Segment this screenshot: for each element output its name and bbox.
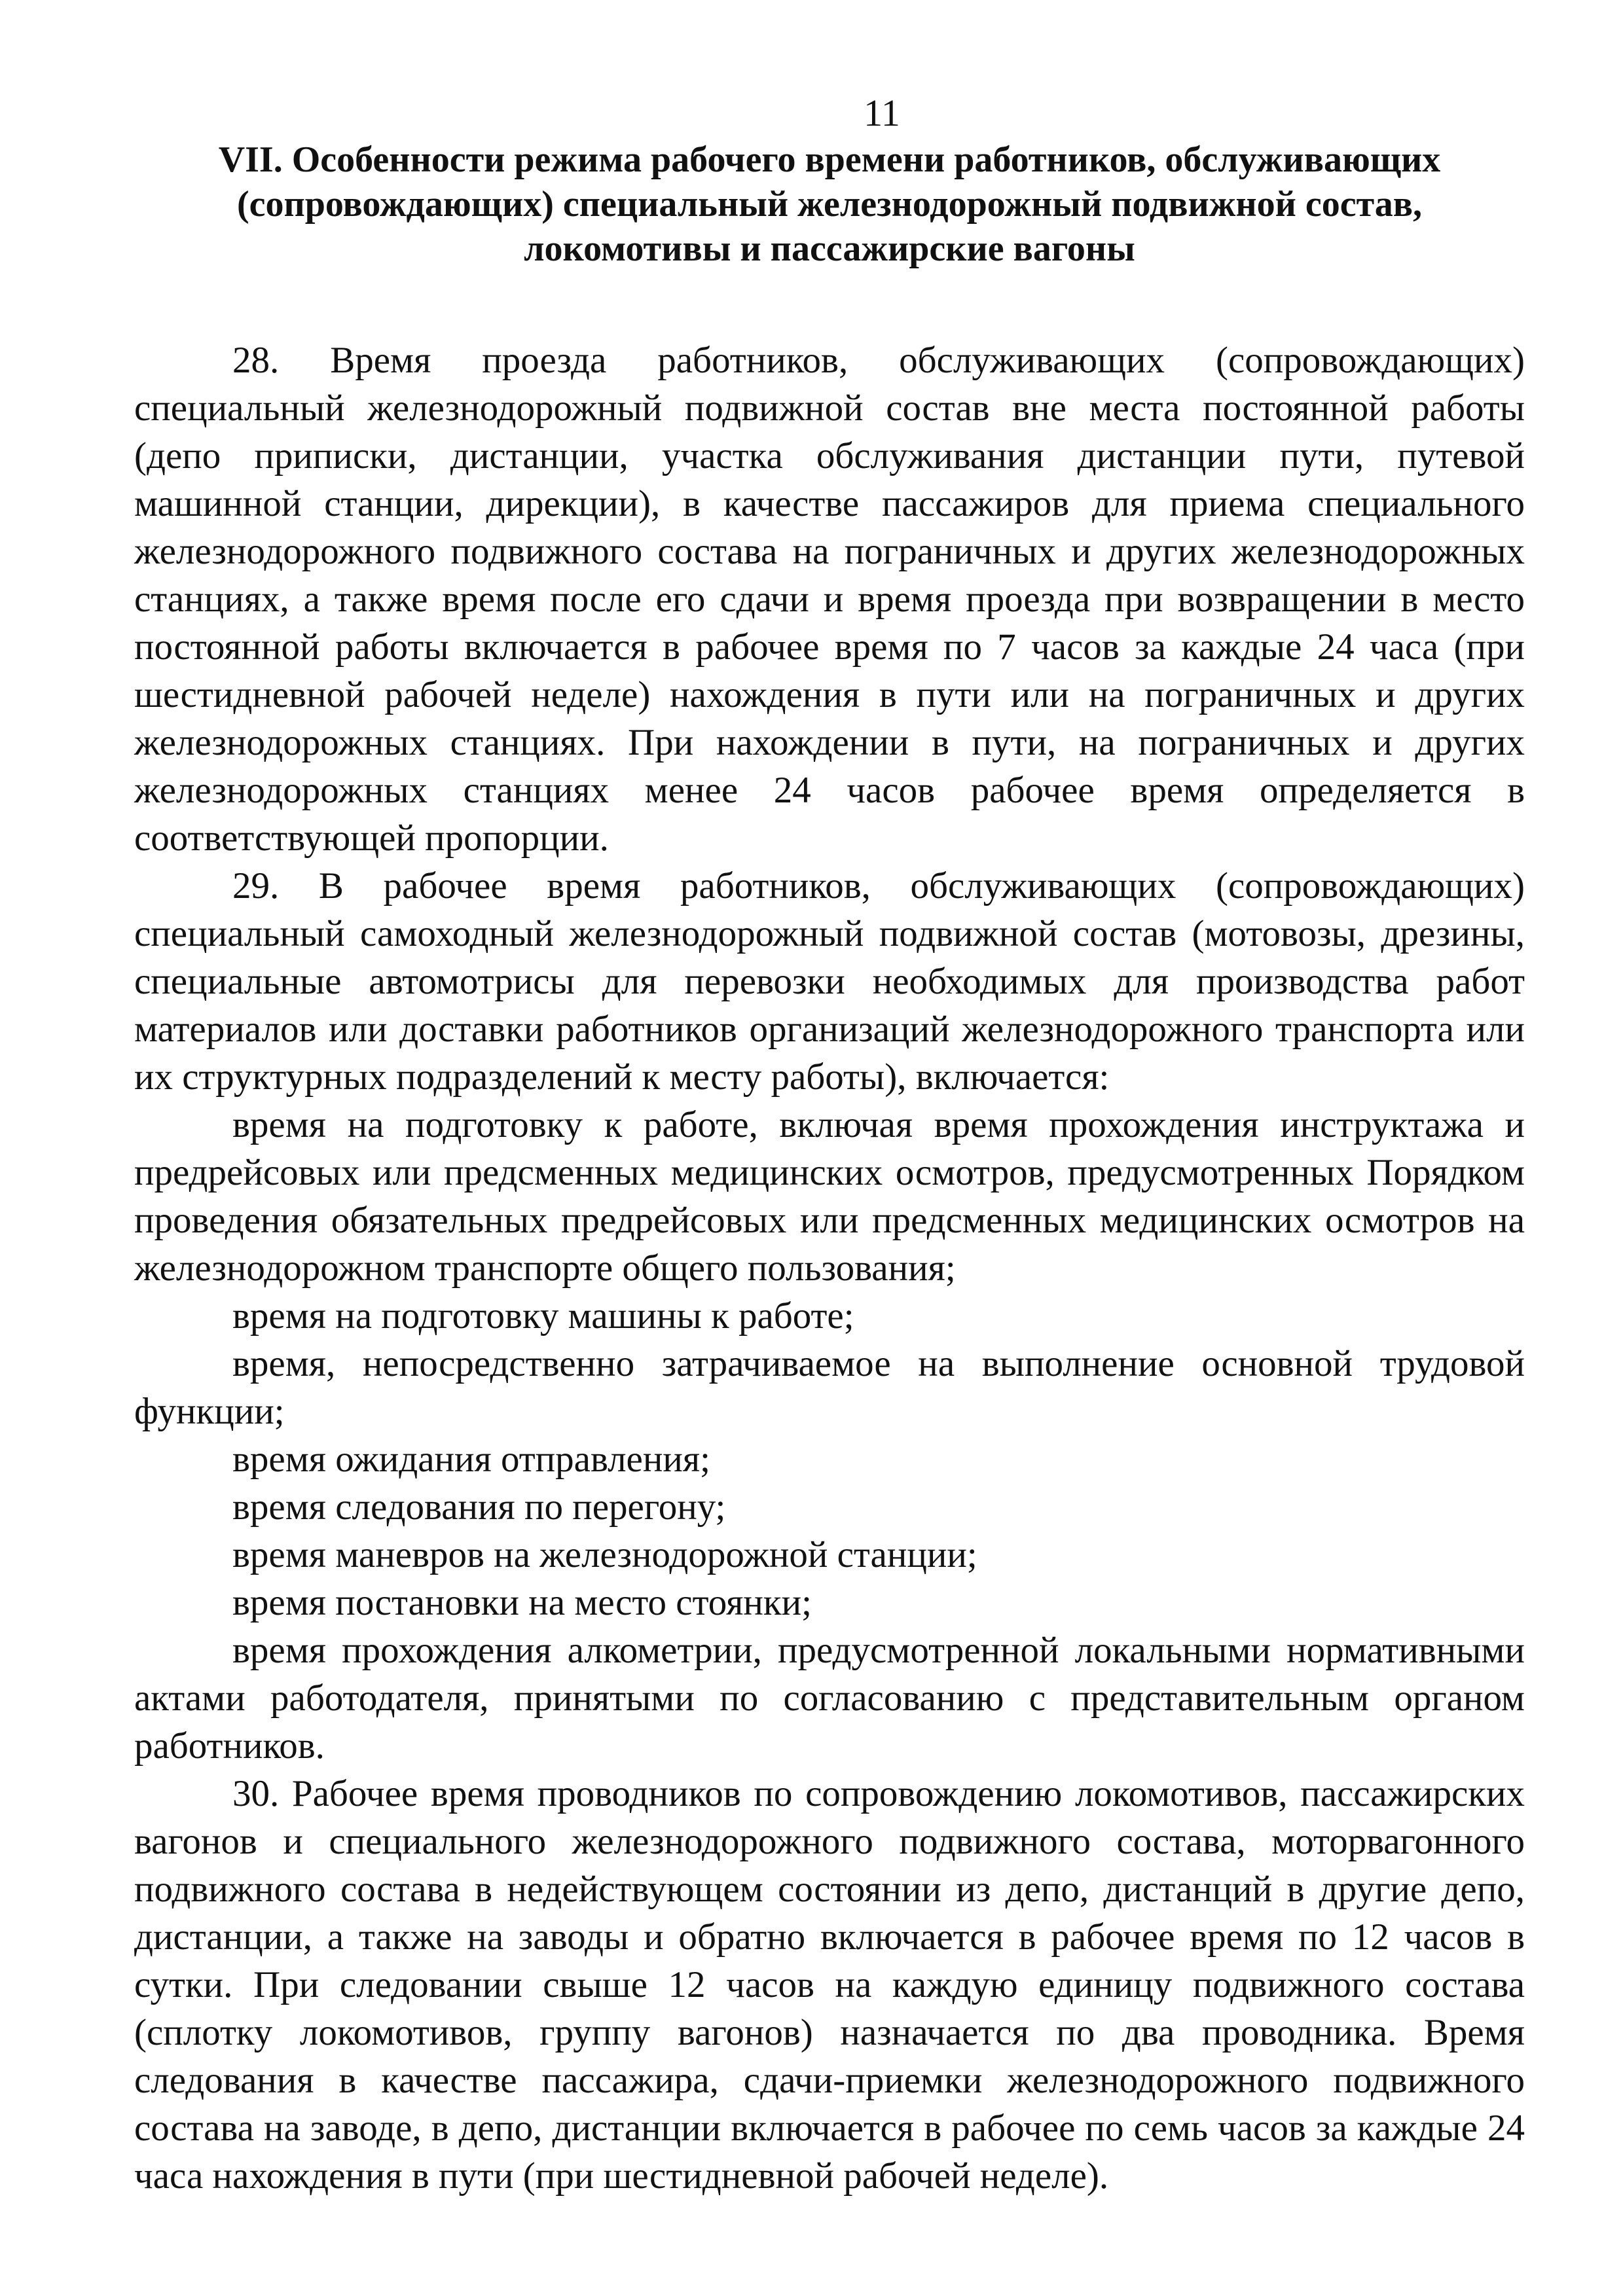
list-item-machine-preparation: время на подготовку машины к работе; bbox=[232, 1295, 854, 1336]
list-item-preparation-and-medical: время на подготовку к работе, включая время прохождения инструктажа и предрейсовых или предсменных медицинских осмотров, предусмотренных Порядком проведения обязательных предрейсовых или предсменных медицинских осмотров на железнодорожном транспорте общего пользования; bbox=[134, 1104, 1525, 1289]
page-number: 11 bbox=[864, 92, 900, 134]
list-item-alcohol-test: время прохождения алкометрии, предусмотренной локальными нормативными актами работодателя, принятыми по согласованию с представительным органом работников. bbox=[134, 1630, 1525, 1767]
list-item-station-maneuvers: время маневров на железнодорожной станции; bbox=[232, 1534, 977, 1575]
list-item-waiting-departure: время ожидания отправления; bbox=[232, 1439, 710, 1480]
section-title-line: локомотивы и пассажирские вагоны bbox=[524, 228, 1135, 269]
paragraph-30: 30. Рабочее время проводников по сопровождению локомотивов, пассажирских вагонов и специального железнодорожного подвижного состава, моторвагонного подвижного состава в недействующем состоянии из депо, дистанций в другие депо, дистанции, а также на заводы и обратно включается в рабочее время по 12 часов в сутки. При следовании свыше 12 часов на каждую единицу подвижного состава (сплотку локомотивов, группу вагонов) назначается по два проводника. Время следования в качестве пассажира, сдачи-приемки железнодорожного подвижного состава на заводе, в депо, дистанции включается в рабочее по семь часов за каждые 24 часа нахождения в пути (при шестидневной рабочей неделе). bbox=[134, 1773, 1525, 2197]
list-item-parking: время постановки на место стоянки; bbox=[232, 1582, 812, 1623]
paragraph-28: 28. Время проезда работников, обслуживающих (сопровождающих) специальный железнодорожный подвижной состав вне места постоянной работы (депо приписки, дистанции, участка обслуживания дистанции пути, путевой машинной станции, дирекции), в качестве пассажиров для приема специального железнодорожного подвижного состава на пограничных и других железнодорожных станциях, а также время после его сдачи и время проезда при возвращении в место постоянной работы включается в рабочее время по 7 часов за каждые 24 часа (при шестидневной рабочей неделе) нахождения в пути или на пограничных и других железнодорожных станциях. При нахождении в пути, на пограничных и других железнодорожных станциях менее 24 часов рабочее время определяется в соответствующей пропорции. bbox=[134, 340, 1525, 859]
list-item-main-function: время, непосредственно затрачиваемое на выполнение основной трудовой функции; bbox=[134, 1343, 1525, 1432]
section-title-line: VII. Особенности режима рабочего времени работников, обслуживающих bbox=[218, 139, 1441, 180]
paragraph-29: 29. В рабочее время работников, обслуживающих (сопровождающих) специальный самоходный железнодорожный подвижной состав (мотовозы, дрезины, специальные автомотрисы для перевозки необходимых для производства работ материалов или доставки работников организаций железнодорожного транспорта или их структурных подразделений к месту работы), включается: bbox=[134, 865, 1525, 1098]
section-title-line: (сопровождающих) специальный железнодорожный подвижной состав, bbox=[236, 184, 1423, 224]
list-item-following-span: время следования по перегону; bbox=[232, 1486, 726, 1528]
section-title bbox=[134, 137, 1525, 271]
document-body bbox=[134, 336, 1525, 2200]
